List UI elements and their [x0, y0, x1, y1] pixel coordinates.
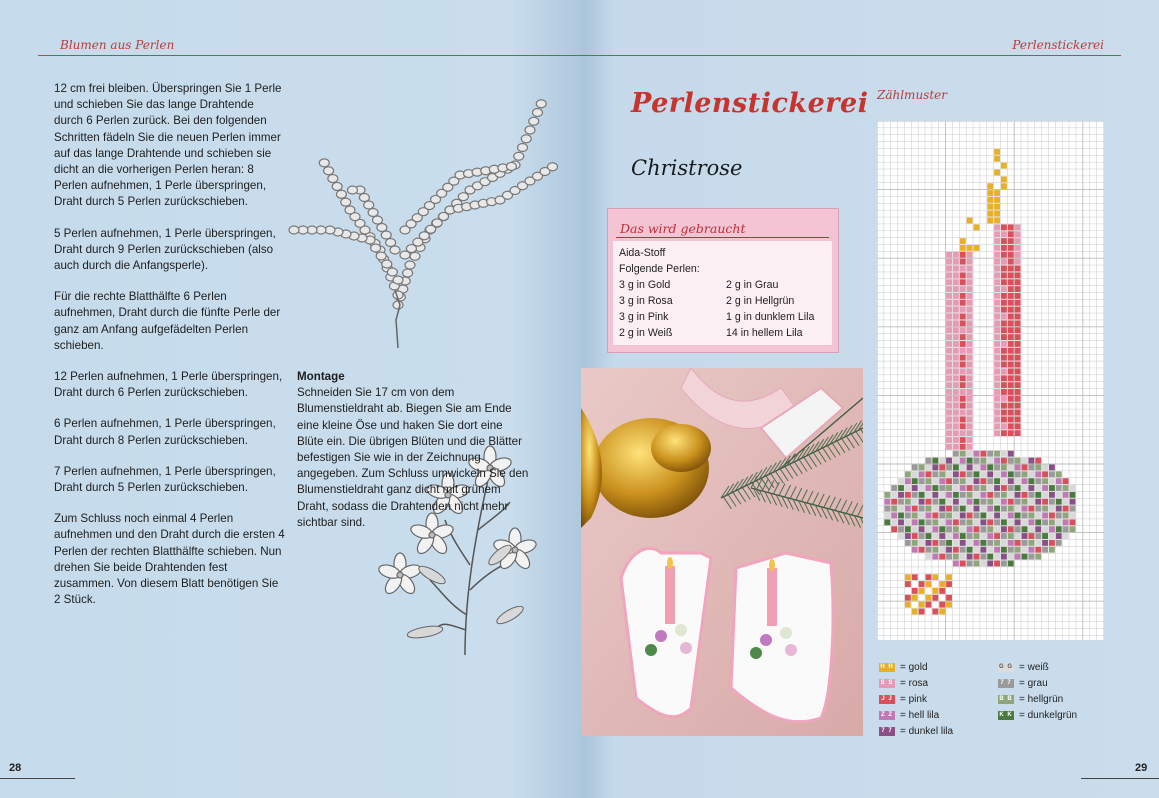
swatch-icon: S S [880, 680, 894, 686]
legend-label: = pink [900, 694, 927, 705]
legend-item [998, 710, 1077, 721]
swatch-icon: Z Z [881, 712, 893, 718]
instruction-paragraph: Für die rechte Blatthälfte 6 Perlen aufnehmen, Draht durch die fünfte Perle der ganz am Anfang aufgefädelten Perlen schieben. [54, 290, 281, 352]
swatch-icon: 7 7 [998, 679, 1014, 688]
legend-item [998, 678, 1048, 689]
cross-stitch-chart [877, 121, 1104, 640]
legend-item [879, 678, 928, 689]
montage-section [297, 369, 532, 531]
materials-line: Folgende Perlen: [619, 263, 700, 275]
page-number-right: 29 [1135, 762, 1148, 774]
legend-label: = hellgrün [1019, 694, 1064, 705]
legend-item [879, 694, 927, 705]
materials-box [607, 208, 839, 353]
footer-rule-left [0, 778, 75, 779]
material-item: 2 g in Hellgrün [726, 295, 795, 307]
legend-item [879, 726, 953, 737]
material-item: 3 g in Pink [619, 311, 669, 323]
bead-leaf-illustration [270, 80, 570, 360]
header-rule-right [581, 55, 1121, 56]
materials-title-rule [616, 237, 829, 238]
instruction-paragraph: Zum Schluss noch einmal 4 Perlen aufnehmen und den Draht durch die ersten 4 Perlen der rechten Blatthälfte schieben. Nun drehen Sie beide Drahtenden fest zusammen. Von diesem Blatt benötigen Sie 2 Stück. [54, 512, 285, 607]
legend-label: = weiß [1019, 662, 1049, 673]
materials-line: Aida-Stoff [619, 247, 666, 259]
instruction-paragraph: 6 Perlen aufnehmen, 1 Perle überspringen, Draht durch 8 Perlen zurückschieben. [54, 417, 276, 447]
legend-label: = rosa [900, 678, 929, 689]
swatch-icon: G G [998, 664, 1013, 670]
legend-label: = dunkelgrün [1019, 710, 1078, 721]
legend-label: = grau [1019, 678, 1048, 689]
material-item: 14 in hellem Lila [726, 327, 803, 339]
running-head-right: Perlenstickerei [1012, 38, 1104, 52]
swatch-icon: K K [999, 712, 1013, 718]
legend-item [998, 694, 1063, 705]
right-page [581, 0, 1159, 798]
montage-text: Schneiden Sie 17 cm von dem Blumenstieldraht ab. Biegen Sie am Ende eine kleine Öse und haken Sie dort eine Blüte ein. Die übrigen Blüten und die Blätter befestigen Sie wie in der Zeichnung angegeben. Zum Schluss umwickeln Sie den Blumenstieldraht ganz dicht mit grünem Draht, sodass die Drahtenden nicht mehr sichtbar sind. [297, 386, 529, 529]
product-photo [581, 368, 863, 736]
material-item: 3 g in Gold [619, 279, 671, 291]
footer-rule-right [1081, 778, 1159, 779]
instruction-paragraph: 5 Perlen aufnehmen, 1 Perle überspringen, Draht durch 9 Perlen zurückschieben (also auch durch die Anfangsperle). [54, 226, 276, 273]
swatch-icon: H H [880, 664, 894, 670]
montage-title: Montage [297, 370, 345, 383]
swatch-icon: 7 7 [879, 727, 895, 736]
project-title: Christrose [631, 156, 743, 180]
instruction-paragraph: 7 Perlen aufnehmen, 1 Perle überspringen, Draht durch 5 Perlen zurückschieben. [54, 464, 276, 495]
page-title: Perlenstickerei [631, 88, 869, 119]
legend-item [879, 710, 939, 721]
page-number-left: 28 [9, 762, 22, 774]
header-rule-left [38, 55, 581, 56]
legend-label: = dunkel lila [900, 726, 954, 737]
chart-label: Zählmuster [877, 88, 947, 102]
instruction-paragraph: 12 cm frei bleiben. Überspringen Sie 1 Perle und schieben Sie das lange Drahtende durch 6 Perlen zurück. Bei den folgenden Schritten fädeln Sie die neuen Perlen immer auf das lange Drahtende und schieben sie dicht an die vorherigen Perlen heran: 8 Perlen aufnehmen, 1 Perle überspringen, Draht durch 5 Perlen zurückschieben. [54, 82, 282, 209]
materials-title: Das wird gebraucht [620, 221, 746, 236]
swatch-icon: B B [999, 696, 1013, 702]
chart-grid [877, 121, 1104, 640]
legend-label: = hell lila [900, 710, 940, 721]
material-item: 3 g in Rosa [619, 295, 673, 307]
legend-label: = gold [900, 662, 928, 673]
material-item: 2 g in Grau [726, 279, 779, 291]
instructions-column [54, 81, 286, 623]
instruction-paragraph: 12 Perlen aufnehmen, 1 Perle überspringen, Draht durch 6 Perlen zurückschieben. [54, 370, 283, 400]
material-item: 1 g in dunklem Lila [726, 311, 815, 323]
legend-item [998, 662, 1049, 673]
material-item: 2 g in Weiß [619, 327, 673, 339]
swatch-icon: J J [879, 695, 895, 704]
legend-item [879, 662, 928, 673]
running-head-left: Blumen aus Perlen [60, 38, 175, 52]
